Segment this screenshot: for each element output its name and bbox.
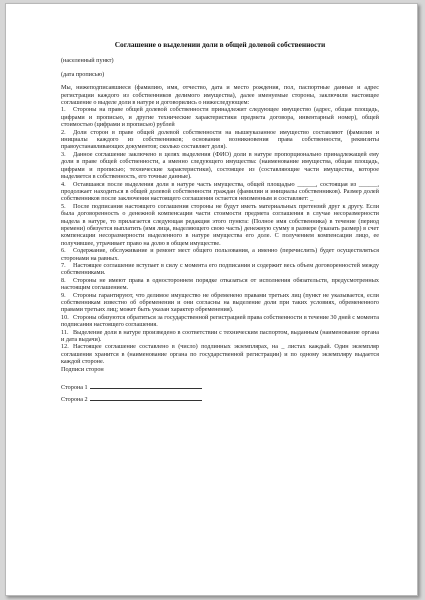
clause-9: [61, 292, 379, 314]
clauses-list: [61, 106, 379, 365]
clause-text: Данное соглашение заключено в целях выделения (ФИО) доли в натуре пропорционально принадлежащей ему доли в праве общей собственности, а именно следующего имущества: (наименование имущества, общая площадь, цифрами и прописью; технические характеристики), состоящее из (составляющие части имущества, которое выделяется в собственность, его точные данные).: [61, 150, 379, 181]
clause-number: 11.: [61, 328, 69, 336]
clause-8: [61, 277, 379, 292]
clause-text: Стороны на праве общей долевой собственности принадлежит следующее имущество (адрес, общая площадь, цифрами и прописью, и другие технические характеристики предмета договора, инвентарный номер), общей стоимостью (цифрами и прописью) рублей: [61, 106, 379, 129]
clause-6: [61, 247, 379, 262]
clause-7: [61, 262, 379, 277]
signature-block: [61, 383, 379, 404]
clause-number: 8.: [61, 276, 66, 284]
clause-3: [61, 151, 379, 181]
clause-1: [61, 106, 379, 128]
clause-text: Содержание, обслуживание и ремонт мест общего пользования, а именно (перечислить) будет осуществляться сторонами на равных.: [61, 247, 379, 262]
clause-number: 5.: [61, 202, 66, 210]
place-placeholder: (населенный пункт): [61, 57, 114, 65]
clause-text: Стороны обязуются обратиться за государственной регистрацией права собственности в течение 30 дней с момента подписания настоящего соглашения.: [61, 313, 379, 329]
signature-row-party1: [61, 383, 379, 391]
clause-12: [61, 343, 379, 365]
clause-5: [61, 203, 379, 247]
clause-text: Выделение доли в натуре произведено в соответствии с техническим паспортом, выданным (наименование органа и дата выдачи).: [61, 328, 379, 344]
clause-number: 2.: [61, 128, 66, 136]
clause-10: [61, 314, 379, 329]
clause-text: Стороны гарантируют, что делимое имущество не обременено правами третьих лиц (пункт не указывается, если собственникам известно об обременении и они согласны на выделение доли при таких условиях, обремененного правами третьих лиц; может быть указан характер обременения).: [61, 291, 379, 314]
clause-number: 3.: [61, 150, 66, 158]
clause-number: 1.: [61, 106, 66, 114]
clause-number: 10.: [61, 313, 69, 321]
clause-2: [61, 129, 379, 151]
clause-text: Настоящее соглашение вступает в силу с момента его подписания и содержит весь объем договоренностей между собственниками.: [61, 261, 379, 277]
clause-number: 12.: [61, 343, 69, 351]
clause-text: Настоящее соглашение составлено в (число) подлинных экземплярах, на _ листах каждый. Один экземпляр соглашения хранится в (наименование органа по государственной регистрации) и по одному экземпляру выдается каждой стороне.: [61, 343, 379, 366]
clause-number: 6.: [61, 247, 66, 255]
clause-number: 4.: [61, 180, 66, 188]
intro-paragraph: Мы, нижеподписавшиеся (фамилию, имя, отчество, дата и место рождения, пол, паспортные данные и адрес регистрации каждого из собственников делимого имущества), далее именуемые стороны, заключили настоящее соглашение о выделе доли в натуре и договорились о нижеследующем:: [61, 84, 379, 107]
clause-number: 9.: [61, 291, 66, 299]
document-title: Соглашение о выделении доли в общей долевой собственности: [114, 40, 326, 49]
clause-number: 7.: [61, 261, 66, 269]
clause-11: [61, 329, 379, 344]
clause-text: После подписания настоящего соглашения стороны не будут иметь материальных претензий друг к другу. Если была договоренность о денежной компенсации части стоимости предмета соглашения в случае несоразмерности выдела в натуре, то прилагается следующая редакция этого пункта: (Полное имя собственника) в течение (период времени) обязуется выплатить (имя лица, выделяющего свою часть) денежную сумму в размере (указать размер) в счет компенсации несоразмерности выделенного в натуре имущества его доле. С получением компенсации лицо, ее получившее, утрачивает право на долю в общем имуществе.: [61, 202, 379, 247]
clause-text: Стороны не имеют права в одностороннем порядке отказаться от исполнения обязательств, предусмотренных настоящим соглашением.: [61, 276, 379, 292]
clause-text: Доли сторон в праве общей долевой собственности на вышеуказанное имущество составляют (фамилия и инициалы каждого из собственников; основания возникновения права собственности, реквизиты правоустанавливающих документов; сколько составляет доля).: [61, 128, 379, 151]
signature-row-party2: [61, 395, 379, 403]
party2-label: Сторона 2: [61, 396, 88, 404]
signatures-heading: Подписи сторон: [61, 365, 104, 373]
document-page: [5, 3, 418, 596]
party2-signature-line: [90, 395, 202, 401]
date-placeholder: (дата прописью): [61, 70, 105, 78]
clause-4: [61, 181, 379, 203]
party1-label: Сторона 1: [61, 384, 88, 392]
clause-text: Оставшаяся после выделения доли в натуре часть имущества, общей площадью ______, состоящая из ______, продолжает находиться в общей долевой собственности граждан (фамилии и инициалы собственников). Размер долей собственников после заключения настоящего соглашения остается неизменным и составляет: _: [61, 180, 379, 203]
document-body: [61, 28, 379, 404]
party1-signature-line: [90, 383, 202, 389]
